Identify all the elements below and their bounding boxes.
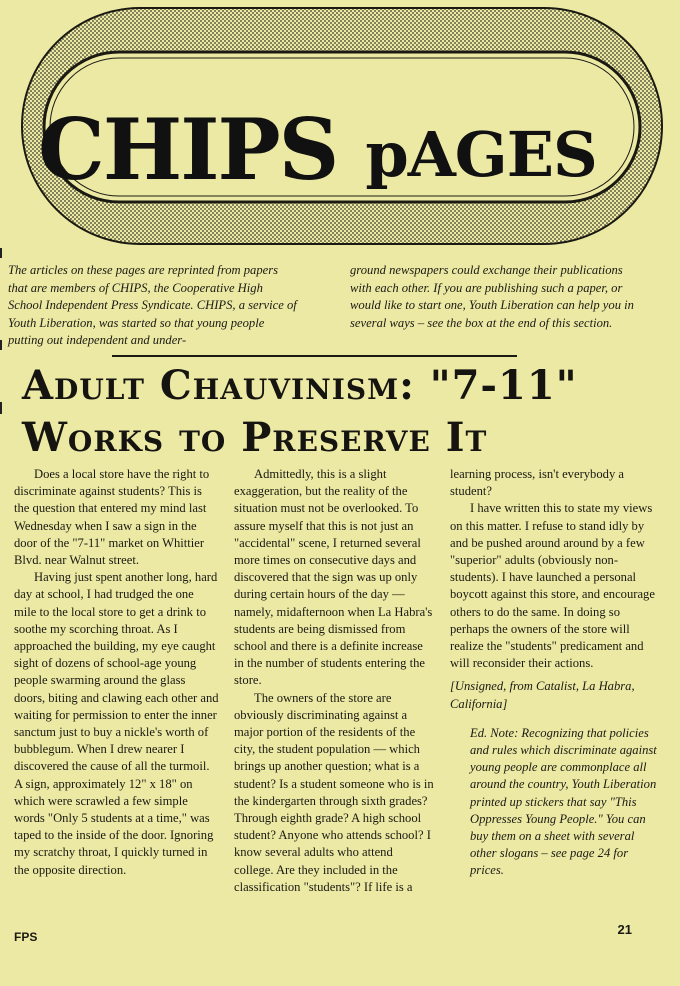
editor-note: Ed. Note: Recognizing that policies and rules which discriminate against young people are commonplace all around the country, Youth Liberation printed up stickers that say "This Oppresses Young People." You can buy them on a sheet with several other slogans – see page 24 for prices. bbox=[470, 725, 657, 878]
paragraph: Having just spent another long, hard day at school, I had trudged the one mile to the local store to get a drink to soothe my scorching throat. As I approached the building, my eye caught sight of dozens of school-age young people swarming around the glass doors, biting and clawing each other and waiting for permission to enter the inner sanctum just to buy a nickle's worth of bubblegum. When I drew nearer I discovered the cause of all the turmoil. A sign, approximately 12" x 18" on which were scrawled a few simple words "Only 5 students at a time," was taped to the inside of the door. Ignoring my scratchy throat, I quickly turned in the opposite direction. bbox=[14, 570, 219, 877]
paragraph: The owners of the store are obviously discriminating against a major portion of the residents of the city, the student population — which brings up another question; what is a student? Is a student someone who is in the kindergarten through sixth grades? Through eighth grade? A high school student? Anyone who attends school? I know several adults who attend college. Are they included in the classification "students"? If life is a bbox=[234, 690, 434, 894]
banner-word-chips: CHIPS bbox=[38, 100, 338, 199]
headline-line-1: Adult Chauvinism: "7-11" bbox=[22, 362, 578, 409]
article-column-2 bbox=[234, 466, 434, 896]
paragraph: Admittedly, this is a slight exaggeration, but the reality of the situation must not be overlooked. To assure myself that this is not just an "accidental" scene, I returned several more times on consecutive days and discovered that the sign was up only during certain hours of the day — namely, midafternoon when La Habra's students are being dismissed from school and there is a definite increase in the number of students entering the store. bbox=[234, 467, 433, 688]
margin-mark bbox=[0, 340, 2, 350]
article-column-1 bbox=[14, 466, 219, 879]
article-credit: [Unsigned, from Catalist, La Habra, California] bbox=[450, 679, 635, 711]
paragraph: I have written this to state my views on this matter. I refuse to stand idly by and be pushed around around by a few "superior" adults (obviously non-students). I have launched a personal boycott against this store, and encourage others to do the same. In doing so perhaps the owners of the store will realize the "students" predicament and will reconsider their actions. bbox=[450, 501, 655, 671]
banner bbox=[0, 0, 680, 250]
margin-mark bbox=[0, 248, 2, 258]
article-column-3 bbox=[450, 466, 660, 880]
divider-rule bbox=[112, 355, 517, 357]
paragraph: Does a local store have the right to discriminate against students? This is the question that entered my mind last Wednesday when I saw a sign in the door of the "7-11" market on Whittier Blvd. near Walnut street. bbox=[14, 467, 210, 568]
article-headline bbox=[22, 360, 662, 464]
paragraph: learning process, isn't everybody a student? bbox=[450, 467, 624, 499]
footer-label: FPS bbox=[14, 930, 38, 944]
banner-word-pages: pAGES bbox=[365, 118, 597, 191]
margin-mark bbox=[0, 402, 2, 414]
headline-line-2: Works to Preserve It bbox=[22, 414, 488, 461]
intro-text bbox=[8, 262, 658, 350]
banner-title bbox=[38, 82, 598, 199]
page-number: 21 bbox=[617, 922, 632, 937]
intro-left-column: The articles on these pages are reprinted from papers that are members of CHIPS, the Cooperative High School Independent Press Syndicate. CHIPS, a service of Youth Liberation, was started so that young people putting out independent and under- bbox=[8, 263, 297, 348]
intro-right-column: ground newspapers could exchange their publications with each other. If you are publishing such a paper, or would like to start one, Youth Liberation can help you in several ways – see the box at the end of this section. bbox=[350, 263, 634, 330]
